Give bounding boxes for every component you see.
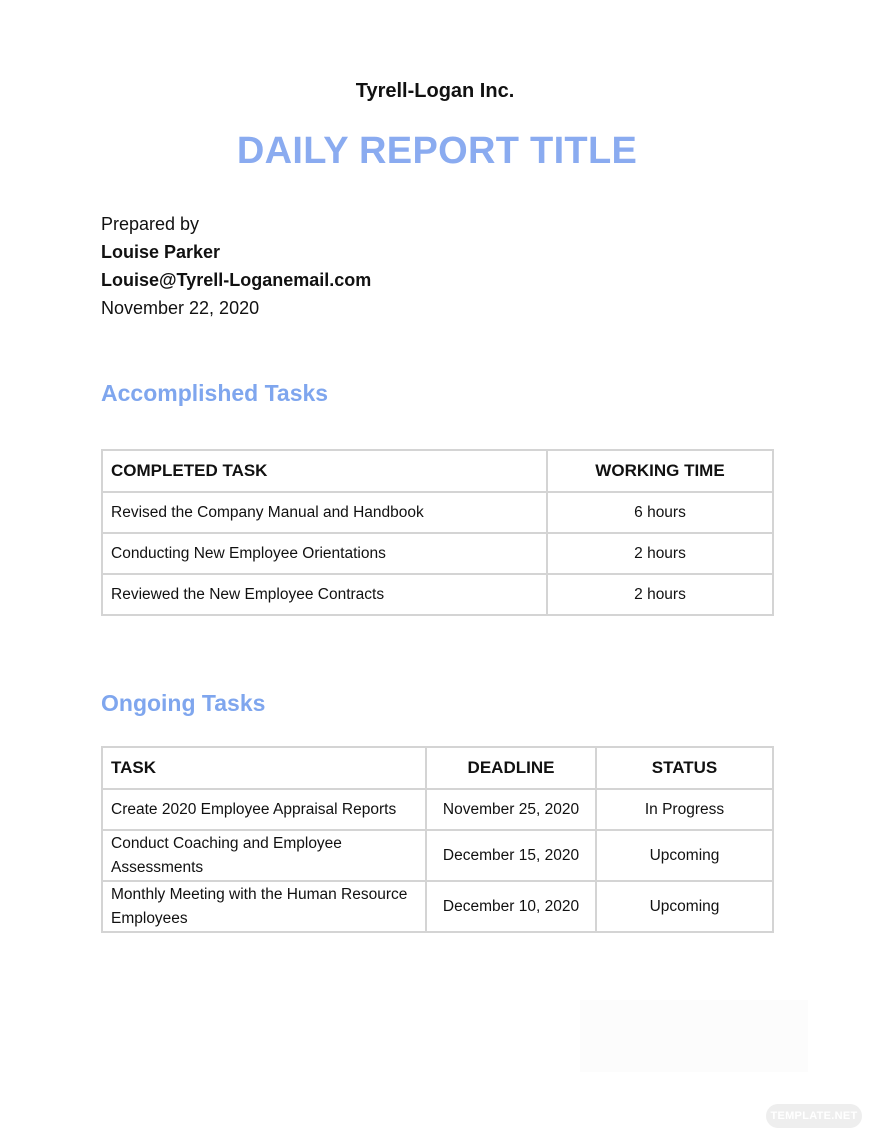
deadline-cell: December 15, 2020 <box>426 830 596 881</box>
preparer-name: Louise Parker <box>101 242 221 262</box>
prepared-by-label: Prepared by <box>101 214 200 234</box>
table-row <box>102 574 773 615</box>
column-header-completed-task: COMPLETED TASK <box>102 450 547 492</box>
report-date: November 22, 2020 <box>101 298 260 318</box>
table-row <box>102 881 773 932</box>
ongoing-tasks-heading: Ongoing Tasks <box>101 690 266 716</box>
template-net-watermark: TEMPLATE.NET <box>766 1104 862 1128</box>
working-time-cell: 2 hours <box>547 574 773 615</box>
table-header-row <box>102 747 773 789</box>
report-title: DAILY REPORT TITLE <box>236 130 638 172</box>
task-cell: Revised the Company Manual and Handbook <box>102 492 547 533</box>
column-header-working-time: WORKING TIME <box>547 450 773 492</box>
status-cell: Upcoming <box>596 830 773 881</box>
task-cell: Reviewed the New Employee Contracts <box>102 574 547 615</box>
column-header-deadline: DEADLINE <box>426 747 596 789</box>
working-time-cell: 6 hours <box>547 492 773 533</box>
deadline-cell: November 25, 2020 <box>426 789 596 830</box>
accomplished-tasks-heading: Accomplished Tasks <box>101 380 329 406</box>
faint-background-box <box>580 1000 808 1072</box>
table-row <box>102 830 773 881</box>
task-cell: Monthly Meeting with the Human Resource Employees <box>102 881 426 932</box>
task-cell: Conduct Coaching and Employee Assessments <box>102 830 426 881</box>
preparer-email: Louise@Tyrell-Loganemail.com <box>101 270 372 290</box>
task-cell: Conducting New Employee Orientations <box>102 533 547 574</box>
status-cell: In Progress <box>596 789 773 830</box>
table-header-row <box>102 450 773 492</box>
column-header-task: TASK <box>102 747 426 789</box>
table-row <box>102 533 773 574</box>
table-row <box>102 492 773 533</box>
status-cell: Upcoming <box>596 881 773 932</box>
company-name: Tyrell-Logan Inc. <box>355 80 515 102</box>
prepared-by-block <box>101 210 371 322</box>
deadline-cell: December 10, 2020 <box>426 881 596 932</box>
task-cell: Create 2020 Employee Appraisal Reports <box>102 789 426 830</box>
table-row <box>102 789 773 830</box>
working-time-cell: 2 hours <box>547 533 773 574</box>
ongoing-tasks-table <box>101 746 774 933</box>
accomplished-tasks-table <box>101 449 774 616</box>
column-header-status: STATUS <box>596 747 773 789</box>
